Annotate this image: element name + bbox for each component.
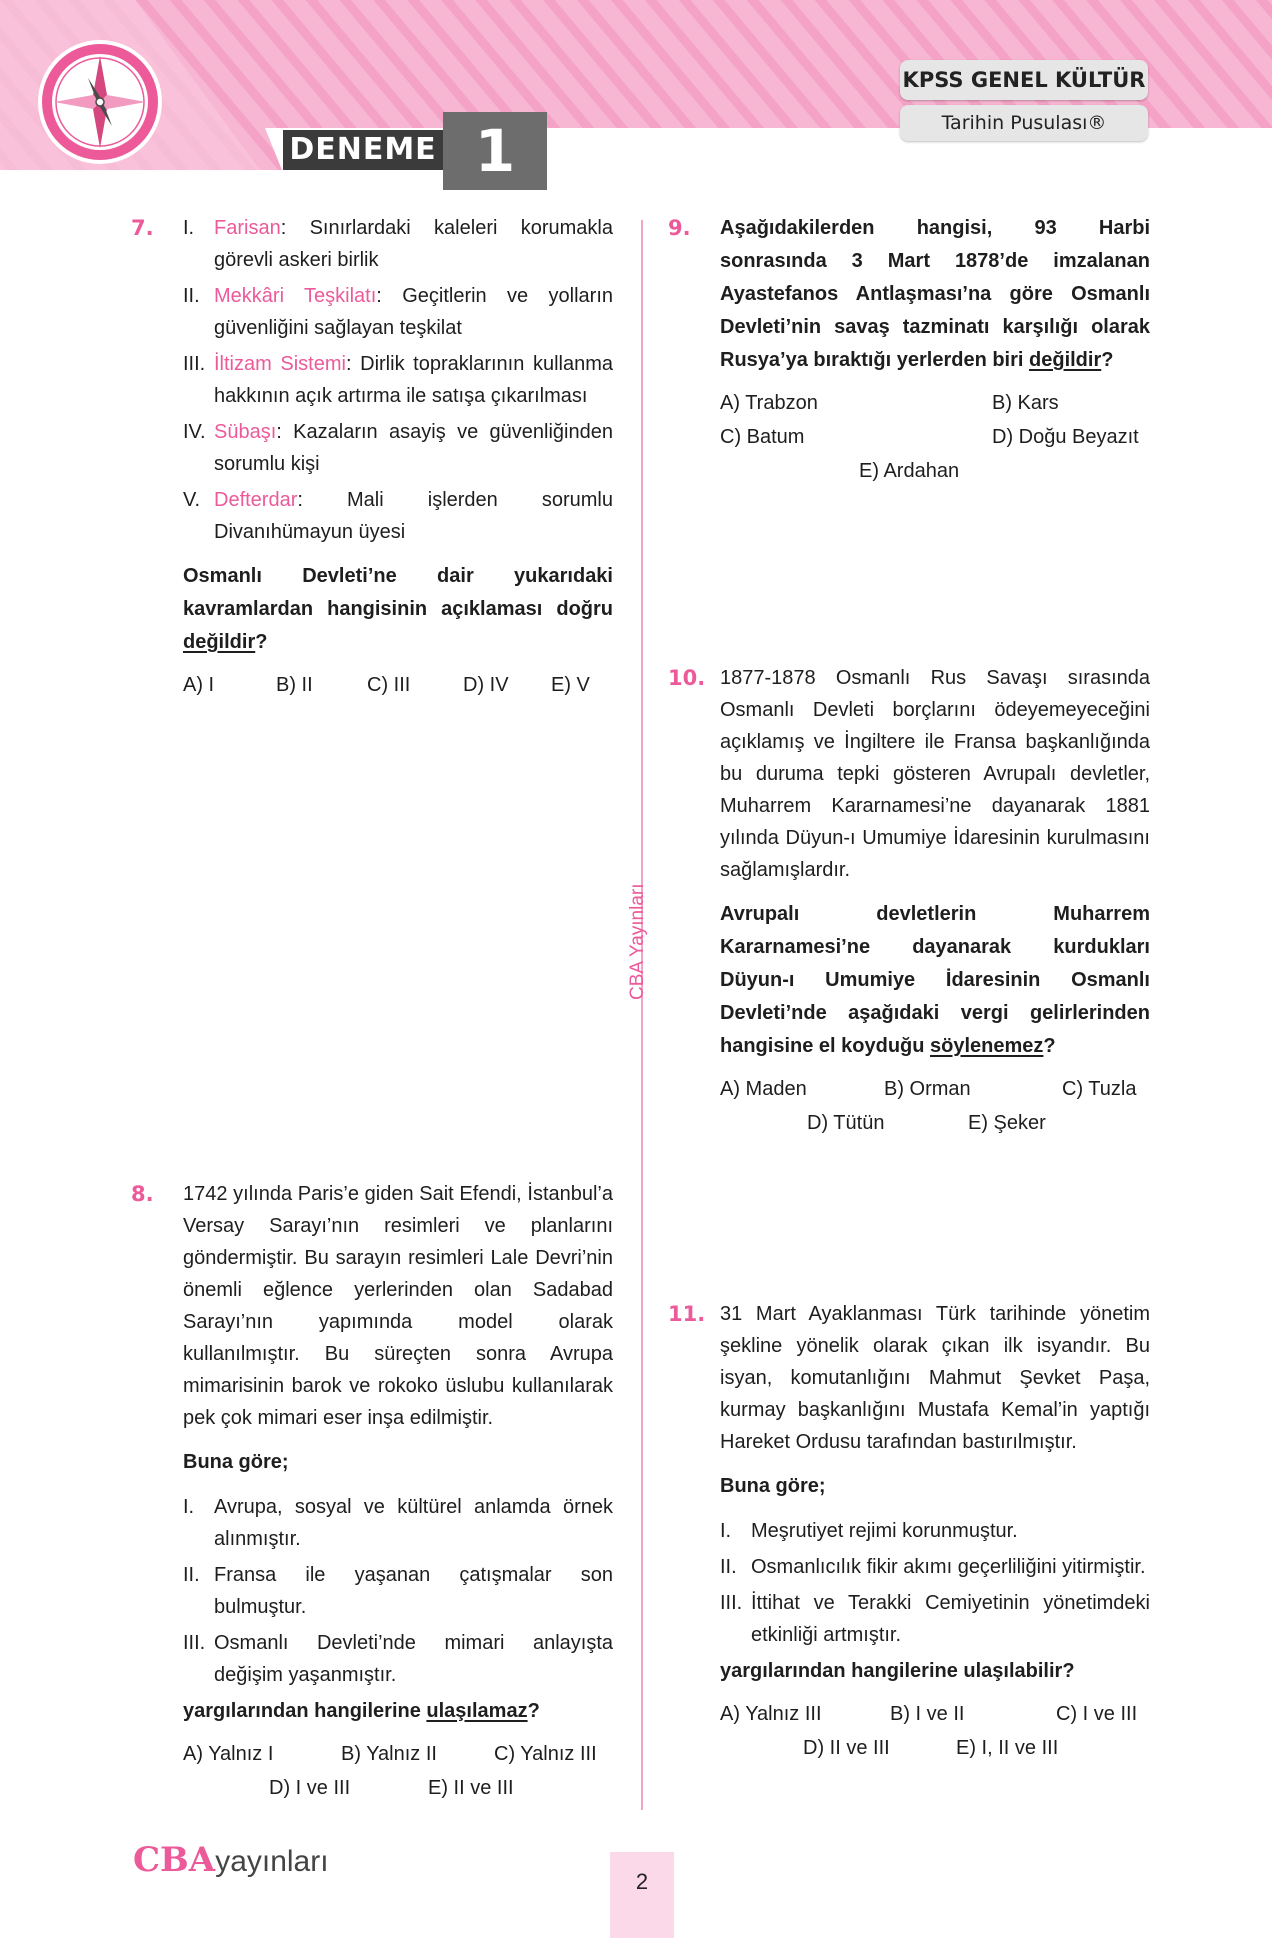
- stem-emphasis: değildir: [183, 631, 256, 653]
- option-a[interactable]: A) Yalnız III: [720, 1703, 822, 1725]
- option-b[interactable]: B) Yalnız II: [341, 1743, 437, 1765]
- item-text: Osmanlı Devleti’nde mimari anlayışta değişim yaşanmıştır.: [214, 1632, 613, 1686]
- option-d[interactable]: D) Doğu Beyazıt: [992, 426, 1139, 448]
- test-label: DENEME: [283, 130, 443, 170]
- question-8: [183, 1178, 613, 1806]
- roman-item: [720, 1551, 1150, 1583]
- question-number: 8.: [131, 1182, 154, 1206]
- item-text: : Kazaların asayiş ve güvenliğinden sorumlu kişi: [214, 421, 613, 475]
- question-9: [720, 212, 1150, 489]
- option-e[interactable]: E) V: [551, 674, 590, 696]
- stem-end: ?: [527, 1700, 540, 1722]
- answer-options-row2: [183, 1772, 613, 1806]
- option-d[interactable]: D) II ve III: [803, 1737, 890, 1759]
- option-b[interactable]: B) Orman: [884, 1078, 971, 1100]
- question-stem: [183, 560, 613, 659]
- item-numeral: III.: [720, 1592, 743, 1614]
- stem-text: Osmanlı Devleti’ne dair yukarıdaki kavramlardan hangisinin açıklaması doğru: [183, 565, 613, 620]
- page-number: 2: [610, 1852, 674, 1938]
- option-c[interactable]: C) Yalnız III: [494, 1743, 597, 1765]
- stem-end: ?: [255, 631, 268, 653]
- series-label: KPSS GENEL KÜLTÜR: [900, 60, 1148, 100]
- option-c[interactable]: C) Tuzla: [1062, 1078, 1137, 1100]
- roman-item: [183, 1559, 613, 1623]
- term: Farisan: [214, 217, 281, 239]
- roman-item: [183, 1627, 613, 1691]
- roman-item: [183, 212, 613, 276]
- option-e[interactable]: E) Şeker: [968, 1112, 1046, 1134]
- question-stem: yargılarından hangilerine ulaşılabilir?: [720, 1660, 1075, 1682]
- option-c[interactable]: C) I ve III: [1056, 1703, 1138, 1725]
- roman-item: [183, 484, 613, 548]
- item-numeral: IV.: [183, 421, 206, 443]
- stem-emphasis: söylenemez: [930, 1035, 1044, 1057]
- question-number: 11.: [668, 1302, 706, 1326]
- compass-icon: [36, 38, 164, 166]
- item-text: : Sınırlardaki kaleleri korumakla görevli askeri birlik: [214, 217, 613, 271]
- option-e[interactable]: E) I, II ve III: [956, 1737, 1059, 1759]
- item-text: : Dirlik topraklarının kullanma hakkının açık artırma ile satışa çıkarılması: [214, 353, 614, 407]
- item-text: Meşrutiyet rejimi korunmuştur.: [751, 1520, 1018, 1542]
- answer-options: [720, 387, 1150, 421]
- stem-emphasis: değildir: [1029, 349, 1102, 371]
- item-numeral: II.: [720, 1556, 737, 1578]
- option-b[interactable]: B) Kars: [992, 392, 1059, 414]
- term: İltizam Sistemi: [214, 353, 346, 375]
- roman-item: [183, 280, 613, 344]
- option-d[interactable]: D) I ve III: [269, 1777, 351, 1799]
- item-numeral: III.: [183, 1632, 206, 1654]
- option-e[interactable]: E) II ve III: [428, 1777, 514, 1799]
- option-b[interactable]: B) II: [276, 674, 313, 696]
- stem-text: Avrupalı devletlerin Muharrem Kararnamesi’ne dayanarak kurdukları Düyun-ı Umumiye İdaresinin Osmanlı Devleti’nde aşağıdaki vergi gelirlerinden hangisine el koyduğu: [720, 903, 1150, 1057]
- question-passage: 1742 yılında Paris’e giden Sait Efendi, İstanbul’a Versay Sarayı’nın resimleri ve planlarını göndermiştir. Bu sarayın resimleri Lale Devri’nin önemli eğlence yerlerinden olan Sadabad Sarayı’nın yapımında model olarak kullanılmıştır. Bu süreçten sonra Avrupa mimarisinin barok ve rokoko üslubu kullanılarak pek çok mimari eser inşa edilmiştir.: [183, 1183, 613, 1429]
- item-text: : Mali işlerden sorumlu Divanıhümayun üyesi: [214, 489, 613, 543]
- item-text: Osmanlıcılık fikir akımı geçerliliğini yitirmiştir.: [751, 1556, 1146, 1578]
- option-a[interactable]: A) Yalnız I: [183, 1743, 274, 1765]
- option-a[interactable]: A) Maden: [720, 1078, 807, 1100]
- item-numeral: I.: [183, 217, 195, 239]
- question-number: 9.: [668, 216, 691, 240]
- stem-end: ?: [1101, 349, 1114, 371]
- test-number: 1: [443, 112, 547, 190]
- logo-word: yayınları: [215, 1845, 329, 1878]
- question-lead: Buna göre;: [183, 1451, 289, 1473]
- logo-mark: CBA: [133, 1840, 216, 1880]
- page-header: [0, 0, 1272, 185]
- answer-options-row3: [720, 455, 1150, 489]
- question-stem: [183, 1695, 613, 1728]
- roman-item: [183, 348, 613, 412]
- item-numeral: I.: [720, 1520, 732, 1542]
- side-label: CBA Yayınları: [627, 883, 648, 1000]
- item-text: Fransa ile yaşanan çatışmalar son bulmuştur.: [214, 1564, 613, 1618]
- roman-item: [720, 1515, 1150, 1547]
- question-stem: [720, 212, 1150, 377]
- option-c[interactable]: C) III: [367, 674, 411, 696]
- term: Defterdar: [214, 489, 298, 511]
- option-b[interactable]: B) I ve II: [890, 1703, 965, 1725]
- stem-text: Aşağıdakilerden hangisi, 93 Harbi sonrasında 3 Mart 1878’de imzalanan Ayastefanos Antlaşması’na göre Osmanlı Devleti’nin savaş tazminatı karşılığı olarak Rusya’ya bıraktığı yerlerden biri: [720, 217, 1150, 371]
- item-numeral: V.: [183, 489, 201, 511]
- column-divider: [641, 220, 643, 1810]
- option-e[interactable]: E) Ardahan: [859, 460, 960, 482]
- answer-options: [720, 1698, 1150, 1732]
- stem-emphasis: ulaşılamaz: [426, 1700, 528, 1722]
- book-label: Tarihin Pusulası®: [900, 105, 1148, 141]
- item-numeral: II.: [183, 285, 200, 307]
- answer-options: [183, 1738, 613, 1772]
- item-numeral: III.: [183, 353, 206, 375]
- option-d[interactable]: D) Tütün: [807, 1112, 885, 1134]
- question-number: 10.: [668, 666, 706, 690]
- option-c[interactable]: C) Batum: [720, 426, 805, 448]
- roman-item: [720, 1587, 1150, 1651]
- item-numeral: II.: [183, 1564, 200, 1586]
- answer-options: [720, 1073, 1150, 1107]
- question-lead: Buna göre;: [720, 1475, 826, 1497]
- publisher-logo: [133, 1840, 329, 1880]
- answer-options-row2: [720, 1107, 1150, 1141]
- question-10: [720, 662, 1150, 1141]
- answer-options-row2: [720, 1732, 1150, 1766]
- option-a[interactable]: A) I: [183, 674, 215, 696]
- answer-options: [183, 669, 613, 703]
- question-7: [183, 212, 613, 703]
- stem-text: yargılarından hangilerine: [183, 1700, 427, 1722]
- question-passage: 1877-1878 Osmanlı Rus Savaşı sırasında Osmanlı Devleti borçlarını ödeyemeyeceğini açıklamış ve İngiltere ile Fransa başkanlığında bu duruma tepki gösteren Avrupalı devletler, Muharrem Kararnamesi’ne dayanarak 1881 yılında Düyun-ı Umumiye İdaresinin kurulmasını sağlamışlardır.: [720, 667, 1150, 881]
- answer-options-row2: [720, 421, 1150, 455]
- option-d[interactable]: D) IV: [463, 674, 509, 696]
- stem-end: ?: [1043, 1035, 1056, 1057]
- item-text: Avrupa, sosyal ve kültürel anlamda örnek alınmıştır.: [214, 1496, 613, 1550]
- term: Mekkâri Teşkilatı: [214, 285, 377, 307]
- roman-item: [183, 416, 613, 480]
- item-text: : Geçitlerin ve yolların güvenliğini sağlayan teşkilat: [214, 285, 613, 339]
- term: Sübaşı: [214, 421, 277, 443]
- question-stem: [720, 898, 1150, 1063]
- question-11: [720, 1298, 1150, 1766]
- question-passage: 31 Mart Ayaklanması Türk tarihinde yönetim şekline yönelik olarak çıkan ilk isyandır. Bu isyan, komutanlığını Mahmut Şevket Paşa, kurmay başkanlığını Mustafa Kemal’in yaptığı Hareket Ordusu tarafından bastırılmıştır.: [720, 1303, 1150, 1453]
- question-number: 7.: [131, 216, 154, 240]
- item-numeral: I.: [183, 1496, 195, 1518]
- item-text: İttihat ve Terakki Cemiyetinin yönetimdeki etkinliği artmıştır.: [751, 1592, 1150, 1646]
- roman-item: [183, 1491, 613, 1555]
- option-a[interactable]: A) Trabzon: [720, 392, 818, 414]
